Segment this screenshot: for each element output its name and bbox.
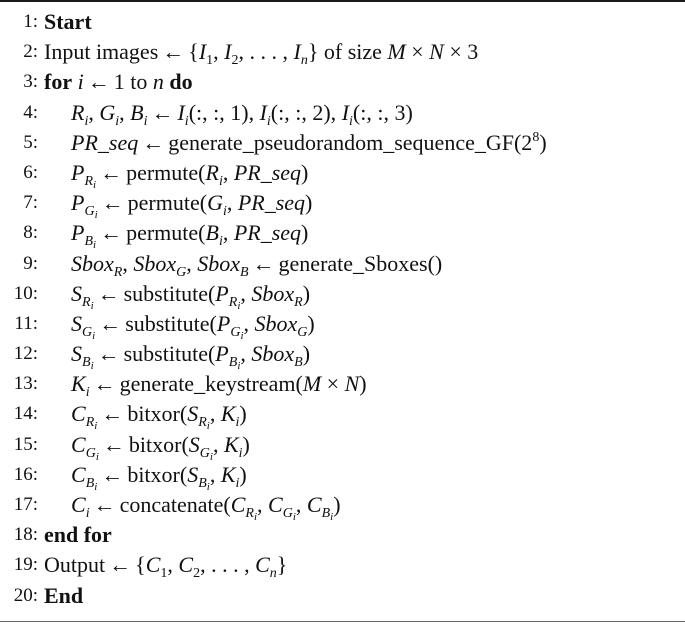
line-body: Output ← {$C_1$, $C_2$, . . . , $C_n$} (44, 552, 288, 582)
function-generate-prs: generate_pseudorandom_sequence_GF (168, 129, 514, 155)
left-arrow-icon: ← (162, 39, 185, 65)
line-number: 2: (23, 41, 38, 63)
algorithm-line (0, 339, 685, 373)
input-images-label: Input images (44, 39, 159, 65)
algorithm-line (0, 98, 685, 128)
left-arrow-icon: ← (93, 371, 116, 397)
pr-seq-var: PR_seq (237, 190, 306, 216)
to-label: to (130, 69, 148, 95)
left-arrow-icon: ← (101, 401, 124, 427)
line-number: 13: (13, 373, 38, 395)
algorithm-line (0, 128, 685, 158)
line-body (44, 520, 112, 550)
function-substitute: substitute (123, 280, 208, 306)
left-arrow-icon: ← (101, 461, 124, 487)
line-number: 19: (13, 554, 38, 576)
line-body: $S_{G_i}$ ← $substitute(P_{G_i}$, Sbox$_G$) (71, 310, 315, 342)
function-permute: permute (126, 159, 199, 185)
line-body (44, 581, 83, 611)
left-arrow-icon: ← (99, 310, 122, 336)
function-generate-keystream: generate_keystream (119, 371, 296, 397)
function-bitxor: bitxor (127, 461, 180, 487)
left-arrow-icon: ← (100, 220, 123, 246)
line-body: $C_{G_i}$ ← $bitxor(S_{G_i}$, $K_i$) (71, 431, 250, 463)
line-body: $P_{R_i}$ ← $permute(R_i$, PR_seq) (71, 159, 309, 191)
line-number: 6: (23, 161, 38, 183)
keyword-for: for (44, 69, 73, 95)
function-permute: permute (126, 220, 199, 246)
line-body: $P_{G_i}$ ← $permute(G_i$, PR_seq) (71, 190, 313, 222)
algorithm-line (0, 218, 685, 252)
line-body: $C_{B_i}$ ← $bitxor(S_{B_i}$, $K_i$) (71, 461, 247, 493)
line-body: $R_i$, $G_i$, $B_i$ ← $I_i$(:, :, 1), $I_i$(:, :, 2), $I_i$(:, :, 3) (71, 99, 413, 129)
left-arrow-icon: ← (151, 99, 174, 125)
function-substitute: substitute (125, 310, 210, 336)
algorithm-line (0, 158, 685, 191)
algorithm-line (0, 309, 685, 342)
line-number: 15: (13, 433, 38, 455)
keyword-end-for: end for (44, 522, 112, 548)
line-number: 5: (23, 131, 38, 153)
pr-seq-var: PR_seq (233, 159, 302, 185)
left-arrow-icon: ← (97, 280, 120, 306)
algorithm-line (0, 550, 685, 580)
left-arrow-icon: ← (101, 190, 124, 216)
function-bitxor: bitxor (128, 431, 182, 457)
line-number: 12: (13, 343, 38, 365)
top-rule (0, 0, 685, 2)
line-number: 10: (13, 282, 38, 304)
algorithm-line (0, 369, 685, 399)
line-body: Sbox$_R$, Sbox$_G$, Sbox$_B$ ← generate_Sboxes() (71, 250, 443, 280)
line-body: $K_i$ ← generate_keystream(M × N) (71, 371, 367, 401)
algorithm-line (0, 7, 685, 37)
line-number: 17: (13, 494, 38, 515)
algorithm-line (0, 188, 685, 222)
line-number: 16: (13, 463, 38, 485)
line-body: Input images ← {$I_1$, $I_2$, . . . , $I_n$} of size M × N × 3 (44, 39, 479, 69)
pr-seq-var: PR_seq (233, 220, 302, 246)
algorithm-line (0, 279, 685, 312)
algorithm-line (0, 399, 685, 433)
algorithm-line (0, 490, 685, 523)
algorithm-line (0, 520, 685, 550)
line-number: 4: (23, 101, 38, 123)
algorithm-line (0, 581, 685, 611)
left-arrow-icon: ← (252, 250, 275, 276)
line-number: 14: (13, 403, 38, 425)
line-number: 18: (13, 524, 38, 546)
line-number: 11: (14, 312, 38, 334)
algorithm-line (0, 67, 685, 97)
pr-seq-var: PR_seq (71, 129, 139, 155)
function-concatenate: concatenate (119, 492, 224, 517)
function-bitxor: bitxor (127, 401, 180, 427)
function-permute: permute (127, 190, 200, 216)
function-substitute: substitute (123, 341, 208, 367)
line-number: 7: (23, 192, 38, 214)
line-body: $P_{B_i}$ ← $permute(B_i$, PR_seq) (71, 220, 309, 252)
line-number: 1: (23, 11, 38, 32)
function-generate-sboxes: generate_Sboxes() (278, 250, 443, 276)
line-body: PR_seq ← $generate\_pseudorandom\_sequence\_GF(2^8)$ (71, 129, 547, 155)
line-body: for i ← 1 to n do (44, 69, 193, 95)
algorithm-line (0, 37, 685, 67)
line-body (44, 7, 92, 37)
bottom-rule (0, 621, 685, 622)
line-number: 20: (13, 584, 38, 606)
keyword-end: End (44, 582, 84, 608)
left-arrow-icon: ← (93, 492, 116, 517)
left-arrow-icon: ← (142, 129, 165, 155)
algorithm-block (0, 7, 685, 611)
left-arrow-icon: ← (97, 341, 120, 367)
line-body: $S_{R_i}$ ← $substitute(P_{R_i}$, Sbox$_R$) (71, 280, 311, 312)
keyword-start: Start (44, 9, 92, 34)
left-arrow-icon: ← (87, 69, 110, 95)
left-arrow-icon: ← (102, 431, 125, 457)
left-arrow-icon: ← (100, 159, 123, 185)
left-arrow-icon: ← (109, 552, 132, 578)
line-number: 3: (23, 71, 38, 93)
line-body: $C_{R_i}$ ← $bitxor(S_{R_i}$, $K_i$) (71, 401, 247, 433)
algorithm-line (0, 249, 685, 279)
line-body: $S_{B_i}$ ← $substitute(P_{B_i}$, Sbox$_B$) (71, 341, 311, 373)
of-size-label: of size (323, 39, 382, 65)
output-label: Output (44, 552, 106, 578)
line-number: 8: (23, 222, 38, 244)
keyword-do: do (169, 69, 193, 95)
algorithm-line (0, 460, 685, 493)
algorithm-line (0, 430, 685, 463)
line-number: 9: (23, 252, 38, 274)
line-body: $C_i$ ← $concatenate(C_{R_i}$, $C_{G_i}$, $C_{B_i}$) (71, 492, 341, 523)
